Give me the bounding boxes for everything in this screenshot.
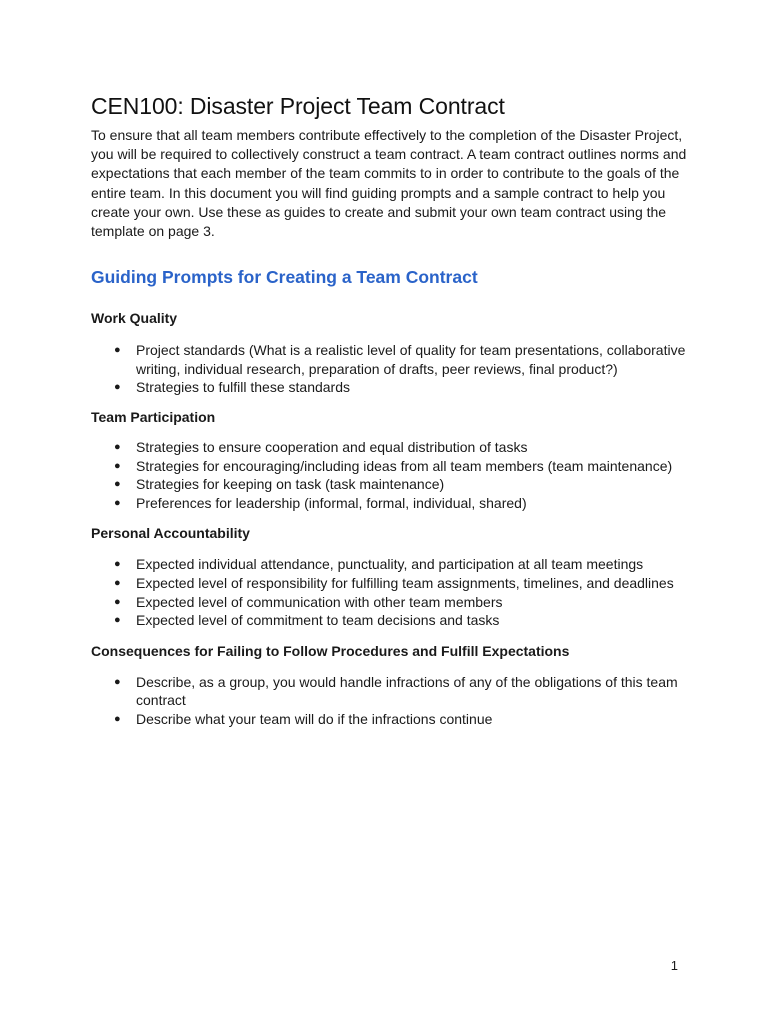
list-item: ● Strategies for keeping on task (task maintenance) [114, 476, 445, 493]
work-quality-heading: Work Quality [91, 310, 178, 327]
bullet-icon: ● [114, 441, 121, 453]
bullet-icon: ● [114, 496, 121, 509]
list-item: ● Expected level of communication with other team members [114, 593, 503, 610]
page-number: 1 [670, 958, 678, 973]
bullet-icon: ● [114, 381, 121, 394]
list-item: ● Expected level of commitment to team decisions and tasks [114, 612, 500, 629]
bullet-icon: ● [114, 576, 121, 589]
team-participation-heading: Team Participation [91, 409, 216, 425]
list-item: ● Describe, as a group, you would handle infractions of any of the obligations of this team contract [114, 673, 678, 709]
list-item: ● Expected individual attendance, punctuality, and participation at all team meetings [114, 556, 644, 573]
list-item: ● Project standards (What is a realistic level of quality for team presentations, collaborative writing, individual research, preparation of drafts, peer reviews, final product?) [114, 342, 686, 377]
work-quality-list [91, 341, 691, 397]
page-content [91, 90, 691, 729]
team-participation-section [91, 408, 691, 512]
list-item: ● Preferences for leadership (informal, formal, individual, shared) [114, 494, 527, 511]
bullet-icon: ● [114, 478, 121, 491]
personal-accountability-list [91, 555, 691, 629]
list-item: ● Strategies to ensure cooperation and equal distribution of tasks [114, 439, 528, 455]
personal-accountability-section [91, 524, 691, 629]
personal-accountability-heading: Personal Accountability [91, 525, 250, 542]
bullet-icon: ● [114, 344, 121, 357]
consequences-list [91, 673, 691, 729]
consequences-section [91, 642, 691, 729]
list-item: ● Strategies to fulfill these standards [114, 379, 351, 396]
list-item: ● Expected level of responsibility for fulfilling team assignments, timelines, and deadlines [114, 574, 674, 591]
consequences-heading: Consequences for Failing to Follow Procedures and Fulfill Expectations [91, 642, 570, 659]
document-title: CEN100: Disaster Project Team Contract [91, 93, 505, 119]
bullet-icon: ● [114, 614, 121, 627]
team-participation-list [91, 438, 691, 512]
section-heading-guiding-prompts: Guiding Prompts for Creating a Team Contract [91, 267, 478, 288]
list-item: ● Describe what your team will do if the infractions continue [114, 710, 493, 727]
work-quality-section [91, 309, 691, 397]
bullet-icon: ● [114, 712, 121, 725]
bullet-icon: ● [114, 558, 121, 571]
list-item: ● Strategies for encouraging/including ideas from all team members (team maintenance) [114, 457, 673, 474]
bullet-icon: ● [114, 675, 121, 688]
intro-paragraph: To ensure that all team members contribute effectively to the completion of the Disaster Project, you will be required to collectively construct a team contract. A team contract outlines norms and expectations that each member of the team commits to in order to contribute to the goals of the entire team. In this document you will find guiding prompts and a sample contract to help you create your own. Use these as guides to create and submit your own team contract using the template on page 3. [91, 127, 687, 240]
bullet-icon: ● [114, 595, 121, 608]
bullet-icon: ● [114, 459, 121, 472]
